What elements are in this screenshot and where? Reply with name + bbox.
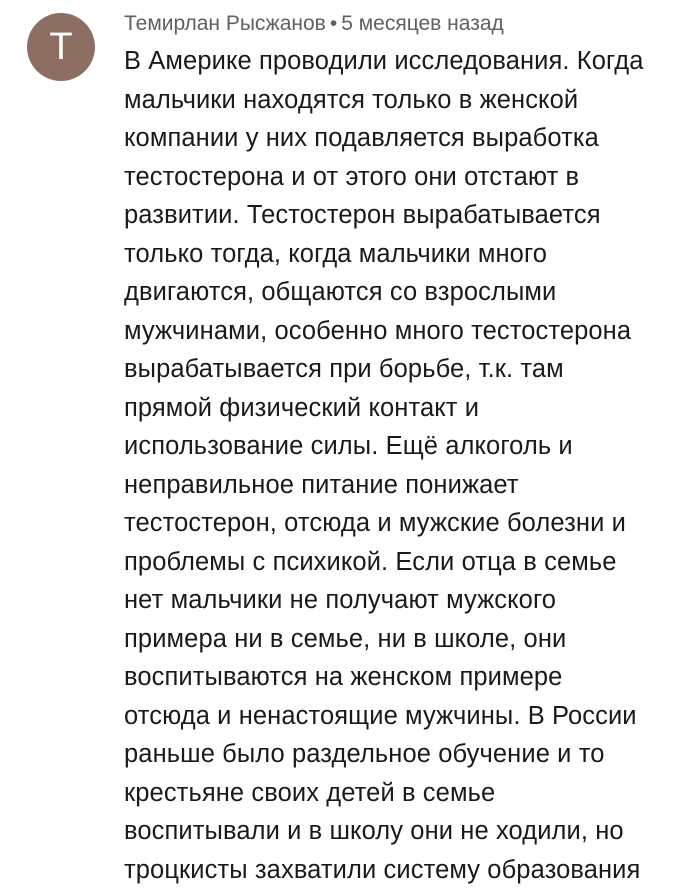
comment-line: нет мальчики не получают мужского xyxy=(124,586,557,614)
comment-line: В Америке проводили исследования. Когда xyxy=(124,47,644,75)
comment-line: компании у них подавляется выработка xyxy=(124,124,599,152)
comment-line: двигаются, общаются со взрослыми xyxy=(124,278,557,306)
comment-line: неправильное питание понижает xyxy=(124,470,519,499)
comment-line: мальчики находятся только в женской xyxy=(124,85,579,114)
comment-line: только тогда, когда мальчики много xyxy=(124,239,548,268)
avatar[interactable] xyxy=(27,13,95,81)
author-name[interactable]: Темирлан Рысжанов xyxy=(124,12,326,35)
comment-line: воспитываются на женском примере xyxy=(124,663,563,691)
comment-line: мужчинами, особенно много тестостерона xyxy=(124,316,632,345)
comment-line: использование силы. Ещё алкоголь и xyxy=(124,432,573,460)
comment-line: примера ни в семье, ни в школе, они xyxy=(124,624,567,653)
meta-separator: • xyxy=(329,12,338,35)
comment-timestamp[interactable]: 5 месяцев назад xyxy=(341,12,504,35)
comment-line: троцкисты захватили систему образования xyxy=(124,855,641,884)
comment-line: проблемы с психикой. Если отца в семье xyxy=(124,547,617,576)
comment-line: отсюда и ненастоящие мужчины. В России xyxy=(124,701,637,730)
comment-line: вырабатывается при борьбе, т.к. там xyxy=(124,355,564,383)
comment-line: крестьяне своих детей в семье xyxy=(124,778,496,807)
comment-line: воспитывали и в школу они не ходили, но xyxy=(124,817,624,845)
comment-text xyxy=(124,42,696,889)
comment-line: тестостерон, отсюда и мужские болезни и xyxy=(124,509,626,537)
comment-line: раньше было раздельное обучение и то xyxy=(124,740,605,768)
comment-line: развитии. Тестостерон вырабатывается xyxy=(124,201,601,229)
comment-line: прямой физический контакт и xyxy=(124,393,480,422)
comment-line: тестостерона и от этого они отстают в xyxy=(124,162,580,191)
comment-header xyxy=(124,10,504,38)
avatar-letter: Т xyxy=(49,26,73,68)
